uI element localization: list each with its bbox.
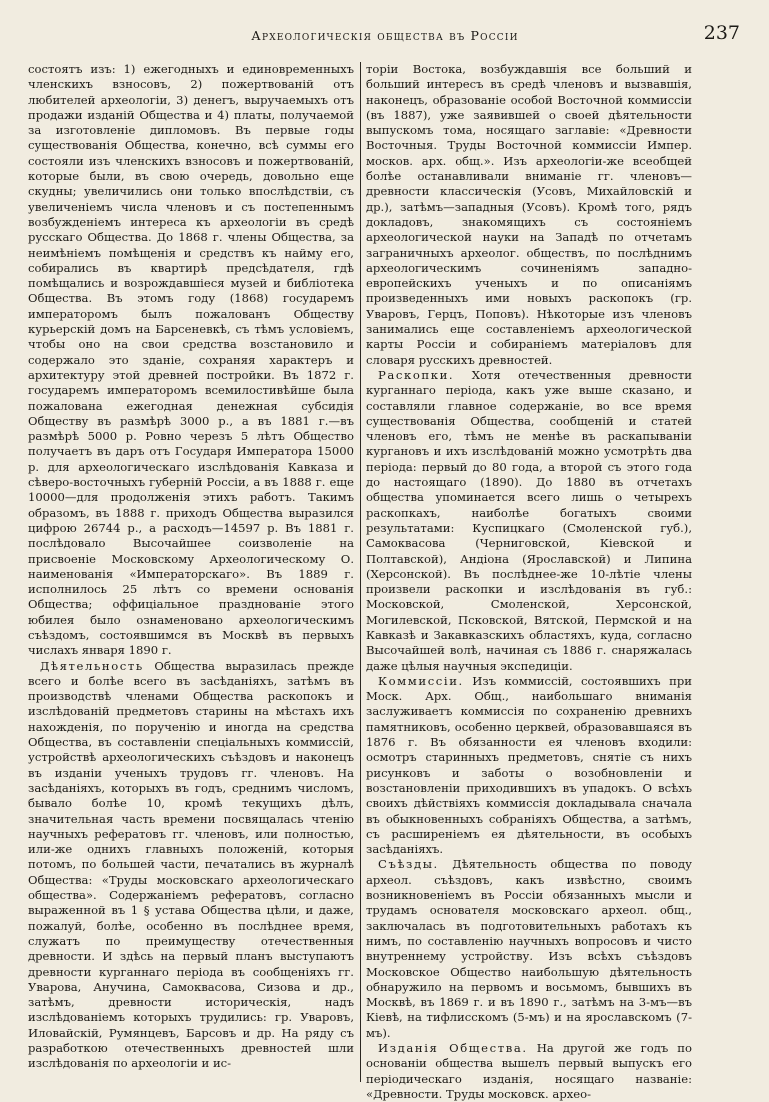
column-divider xyxy=(360,62,361,1082)
section-heading-congresses: Съѣзды. xyxy=(378,857,439,872)
paragraph-excavations-text: Хотя отечественныя древности курганнаго періода, какъ уже выше сказано, и составляли главное содержаніе, во все время существованія Общества, сообщеній и статей членовъ его, тѣмъ не менѣе въ раскапываніи кургановъ и ихъ изслѣдованій можно усмотрѣть два періода: первый до 80 года, а второй съ этого года до настоящаго (1890). До 1880 въ отчетахъ общества упоминается всего лишь о четырехъ раскопкахъ, наиболѣе богатыхъ своими результатами: Куспицкаго (Смоленской губ.), Самоквасова (Черниговской, Кіевской и Полтавской), Андіона (Ярославской) и Липина (Херсонской). Въ послѣднее-же 10-лѣтіе члены произвели раскопки и изслѣдованія въ губ.: Московской, Смоленской, Херсонской, Могилевской, Псковской, Вятской, Пермской и на Кавказѣ и Закавказскихъ областяхъ, куда, согласно Высочайшей волѣ, начиная съ 1886 г. снаряжалась даже цѣлыя научныя экспедиціи. xyxy=(366,367,692,673)
paragraph-congresses xyxy=(366,857,692,1041)
paragraph-publications-text: На другой же годъ по основаніи общества вышелъ первый выпускъ его періодическаго изданія, носящаго названіе: «Древности. Труды московск. архео- xyxy=(366,1041,693,1101)
paragraph-commissions xyxy=(366,674,692,858)
paragraph-east: торіи Востока, возбуждавшія все больший и больший интересъ въ средѣ членовъ и вызвавшія, наконецъ, образованіе особой Восточной коммиссіи (въ 1887), уже заявившей о своей дѣятельности выпускомъ тома, носящаго заглавіе: «Древности Восточныя. Труды Восточной коммиссіи Импер. москов. арх. общ.». Изъ археологіи-же всеобщей болѣе останавливали вниманіе гг. членовъ—древности классическія (Усовъ, Михайловскій и др.), затѣмъ—западныя (Усовъ). Кромѣ того, рядъ докладовъ, знакомящихъ съ состояніемъ археологической науки на Западѣ по отчетамъ заграничныхъ археолог. обществъ, по послѣднимъ археологическимъ сочиненіямъ западно-европейскихъ ученыхъ и по описаніямъ произведенныхъ ими новыхъ раскопокъ (гр. Уваровъ, Герцъ, Поповъ). Нѣкоторые изъ членовъ занимались еще составленіемъ археологической карты Россіи и собираніемъ матеріаловъ для словаря русскихъ древностей. xyxy=(366,62,692,367)
section-heading-excavations: Раскопки. xyxy=(378,367,455,382)
paragraph-activity xyxy=(28,659,354,1072)
section-heading-commissions: Коммиссіи. xyxy=(378,673,464,688)
section-heading-publications: Изданія Общества. xyxy=(378,1041,528,1055)
paragraph-excavations xyxy=(366,368,692,674)
section-heading-activity: Дѣятельность xyxy=(40,658,144,673)
left-column xyxy=(28,62,354,1082)
paragraph-activity-text: Общества выразилась прежде всего и болѣе всего въ засѣданіяхъ, затѣмъ въ производствѣ членами Общества раскопокъ и изслѣдованій предметовъ старины на мѣстахъ ихъ нахожденія, по порученію и иногда на средства Общества, въ составленіи спеціальныхъ коммиссій, устройствѣ археологическихъ съѣздовъ и наконецъ въ изданіи ученыхъ трудовъ гг. членовъ. На засѣданіяхъ, которыхъ въ годъ, среднимъ числомъ, бывало болѣе 10, кромѣ текущихъ дѣлъ, значительная часть времени посвящалась чтенію научныхъ рефератовъ гг. членовъ, или полностью, или-же однихъ главныхъ положеній, которыя потомъ, по большей части, печатались въ журналѣ Общества: «Труды московскаго археологическаго общества». Содержаніемъ рефератовъ, согласно выраженной въ 1 § устава Общества цѣли, и даже, пожалуй, болѣе, особенно въ послѣднее время, служатъ по преимуществу отечественныя древности. И здѣсь на первый планъ выступаютъ древности курганнаго періода въ сообщеніяхъ гг. Уварова, Анучина, Самоквасова, Сизова и др., затѣмъ, древности историческія, надъ изслѣдованіемъ которыхъ трудились: гр. Уваровъ, Иловайскій, Румянцевъ, Барсовъ и др. На ряду съ разработкою отечественныхъ древностей шли изслѣдованія по археологіи и ис- xyxy=(28,658,354,1071)
running-title: Археологическія общества въ Россіи xyxy=(251,28,519,43)
paragraph-commissions-text: Изъ коммиссій, состоявшихъ при Моск. Арх. Общ., наибольшаго вниманія заслуживаетъ коммиссія по сохраненію древнихъ памятниковъ, особенно церквей, образовавшаяся въ 1876 г. Въ обязанности ея членовъ входили: осмотръ старинныхъ предметовъ, снятіе съ нихъ рисунковъ и заботы о возобновленіи и возстановленіи приходившихъ въ упадокъ. О всѣхъ своихъ дѣйствіяхъ коммиссія докладывала сначала въ обыкновенныхъ собраніяхъ Общества, а затѣмъ, съ расширеніемъ ея дѣятельности, въ особыхъ засѣданіяхъ. xyxy=(366,673,692,857)
right-column xyxy=(366,62,693,1101)
page-header xyxy=(30,22,740,52)
paragraph-congresses-text: Дѣятельность общества по поводу археол. съѣздовъ, какъ извѣстно, своимъ возникновеніемъ въ Россіи обязанныхъ мысли и трудамъ основателя московскаго археол. общ., заключалась въ подготовительныхъ работахъ къ нимъ, по составленію научныхъ вопросовъ и чисто внутреннему устройству. Изъ всѣхъ съѣздовъ Московское Общество наибольшую дѣятельность обнаружило на первомъ и восьмомъ, бывшихъ въ Москвѣ, въ 1869 г. и въ 1890 г., затѣмъ на 3-мъ—въ Кіевѣ, на тифлисскомъ (5-мъ) и на ярославскомъ (7-мъ). xyxy=(366,857,692,1040)
paragraph-publications xyxy=(366,1041,692,1102)
page-number: 237 xyxy=(703,22,740,44)
paragraph-income: состоятъ изъ: 1) ежегодныхъ и единовременныхъ членскихъ взносовъ, 2) пожертвованій отъ любителей археологіи, 3) денегъ, выручаемыхъ отъ продажи изданій Общества и 4) платы, получаемой за изготовленіе дипломовъ. Въ первые годы существованія Общества, конечно, всѣ суммы его состояли изъ членскихъ взносовъ и пожертвованій, которые были, въ свою очередь, довольно еще скудны; увеличились они только впослѣдствіи, съ увеличеніемъ числа членовъ и съ постепеннымъ возбужденіемъ интереса къ археологіи въ средѣ русскаго Общества. До 1868 г. члены Общества, за неимѣніемъ помѣщенія и средствъ къ найму его, собирались въ квартирѣ предсѣдателя, гдѣ помѣщались и возрождавшіеся музей и библіотека Общества. Въ этомъ году (1868) государемъ императоромъ былъ пожалованъ Обществу курьерскій домъ на Барсеневкѣ, съ тѣмъ условіемъ, чтобы оно на свои средства возстановило и содержало это зданіе, сохраняя характеръ и архитектуру этой древней постройки. Въ 1872 г. государемъ императоромъ всемилостивѣйше была пожалована ежегодная денежная субсидія Обществу въ размѣрѣ 3000 р., а въ 1881 г.—въ размѣрѣ 5000 р. Ровно черезъ 5 лѣтъ Общество получаетъ въ даръ отъ Государя Императора 15000 р. для археологическаго изслѣдованія Кавказа и сѣверо-восточныхъ губерній Россіи, а въ 1888 г. еще 10000—для продолженія этихъ работъ. Такимъ образомъ, въ 1888 г. приходъ Общества выразился цифрою 26744 р., а расходъ—14597 р. Въ 1881 г. послѣдовало Высочайшее соизволеніе на присвоеніе Московскому Археологическому О. наименованія «Императорскаго». Въ 1889 г. исполнилось 25 лѣтъ со времени основанія Общества; оффиціальное празднованіе этого юбилея было ознаменовано археологическимъ съѣздомъ, состоявшимся въ Москвѣ въ первыхъ числахъ января 1890 г. xyxy=(28,62,354,658)
